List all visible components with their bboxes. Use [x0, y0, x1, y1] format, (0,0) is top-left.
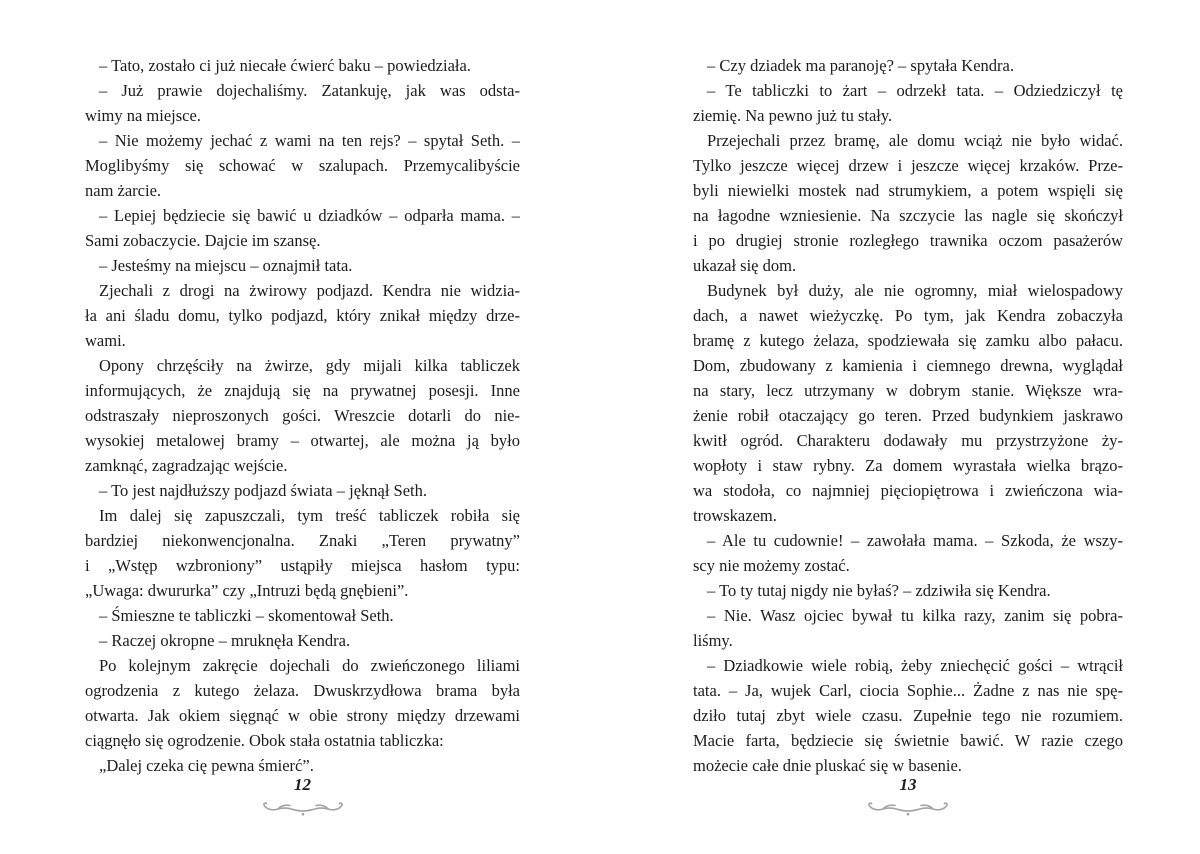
text-line: wopłoty i staw rybny. Za domem wyrastała wielka brązo- [693, 456, 1123, 475]
paragraph [693, 53, 1123, 78]
text-line: ła ani śladu domu, tylko podjazd, który znikał między drze- [85, 306, 520, 325]
text-line: ciągnęło się ogrodzenie. Obok stała ostatnia tabliczka: [85, 731, 444, 750]
text-line: zamknąć, zagradzając wejście. [85, 456, 288, 475]
text-line: żenie robił otaczający go teren. Przed budynkiem jaskrawo [693, 406, 1123, 425]
text-line: – Czy dziadek ma paranoję? – spytała Kendra. [707, 56, 1014, 75]
paragraph [693, 128, 1123, 278]
text-line: Tylko jeszcze więcej drzew i jeszcze więcej krzaków. Prze- [693, 156, 1123, 175]
page-right-text-column [693, 53, 1123, 778]
text-line: bramę z kutego żelaza, spodziewała się zamku albo pałacu. [693, 331, 1123, 350]
text-line: i „Wstęp wzbroniony” ustąpiły miejsca hasłom typu: [85, 556, 520, 575]
paragraph [693, 653, 1123, 778]
paragraph [693, 78, 1123, 128]
paragraph [85, 53, 520, 78]
text-line: „Dalej czeka cię pewna śmierć”. [99, 756, 314, 775]
text-line: Opony chrzęściły na żwirze, gdy mijali kilka tabliczek [99, 356, 520, 375]
text-line: tata. – Ja, wujek Carl, ciocia Sophie... Żadne z nas nie spę- [693, 681, 1123, 700]
text-line: ukazał się dom. [693, 256, 797, 275]
paragraph [85, 128, 520, 203]
text-line: kwitł ogród. Charakteru dodawały mu przystrzyżone ży- [693, 431, 1123, 450]
text-line: Im dalej się zapuszczali, tym treść tabliczek robiła się [99, 506, 520, 525]
text-line: Zjechali z drogi na żwirowy podjazd. Kendra nie widzia- [99, 281, 520, 300]
text-line: wami. [85, 331, 126, 350]
footer-flourish-icon [260, 798, 346, 818]
page-right-footer [693, 775, 1123, 818]
text-line: Przejechali przez bramę, ale domu wciąż nie było widać. [707, 131, 1123, 150]
page-number: 13 [899, 775, 917, 794]
text-line: i po drugiej stronie rozległego trawnika oczom pasażerów [693, 231, 1123, 250]
text-line: wimy na miejsce. [85, 106, 201, 125]
paragraph [85, 353, 520, 478]
text-line: – Śmieszne te tabliczki – skomentował Seth. [99, 606, 394, 625]
page-number: 12 [294, 775, 311, 794]
book-page-right [693, 53, 1123, 843]
text-line: – Raczej okropne – mruknęła Kendra. [99, 631, 351, 650]
text-line: wa stodoła, co najmniej pięciopiętrowa i zwieńczona wia- [693, 481, 1123, 500]
text-line: Po kolejnym zakręcie dojechali do zwieńczonego liliami [99, 656, 520, 675]
text-line: – Ale tu cudownie! – zawołała mama. – Szkoda, że wszy- [707, 531, 1123, 550]
paragraph [85, 478, 520, 503]
text-line: Dom, zbudowany z kamienia i ciemnego drewna, wyglądał [693, 356, 1123, 375]
text-line: – Tato, zostało ci już niecałe ćwierć baku – powiedziała. [99, 56, 471, 75]
footer-flourish-icon [865, 798, 951, 818]
page-left-text-column [85, 53, 520, 778]
text-line: Moglibyśmy się schować w szalupach. Przemycalibyście [85, 156, 520, 175]
text-line: dziło tutaj zbyt wiele czasu. Zupełnie tego nie rozumiem. [693, 706, 1123, 725]
text-line: ogrodzenia z kutego żelaza. Dwuskrzydłowa brama była [85, 681, 520, 700]
text-line: „Uwaga: dwururka” czy „Intruzi będą gnębieni”. [85, 581, 409, 600]
text-line: wysokiej metalowej bramy – otwartej, ale można ją było [85, 431, 520, 450]
paragraph [85, 503, 520, 603]
text-line: – Nie możemy jechać z wami na ten rejs? – spytał Seth. – [99, 131, 520, 150]
text-line: scy nie możemy zostać. [693, 556, 850, 575]
paragraph [693, 528, 1123, 578]
text-line: trowskazem. [693, 506, 777, 525]
text-line: ziemię. Na pewno już tu stały. [693, 106, 893, 125]
paragraph [85, 78, 520, 128]
text-line: liśmy. [693, 631, 733, 650]
text-line: byli niewielki mostek nad strumykiem, a potem wspięli się [693, 181, 1123, 200]
text-line: informujących, że znajdują się na prywatnej posesji. Inne [85, 381, 520, 400]
text-line: Budynek był duży, ale nie ogromny, miał wielospadowy [707, 281, 1123, 300]
text-line: Sami zobaczycie. Dajcie im szansę. [85, 231, 321, 250]
paragraph [85, 628, 520, 653]
paragraph [693, 278, 1123, 528]
paragraph [693, 578, 1123, 603]
page-left-footer [85, 775, 520, 818]
text-line: – Jesteśmy na miejscu – oznajmił tata. [99, 256, 353, 275]
text-line: na stary, lecz utrzymany w dobrym stanie. Większe wra- [693, 381, 1123, 400]
text-line: bardziej niekonwencjonalna. Znaki „Teren prywatny” [85, 531, 520, 550]
text-line: na łagodne wzniesienie. Na szczycie las nagle się skończył [693, 206, 1123, 225]
text-line: Macie farta, będziecie się świetnie bawić. W razie czego [693, 731, 1123, 750]
paragraph [85, 603, 520, 628]
text-line: nam żarcie. [85, 181, 162, 200]
text-line: możecie całe dnie pluskać się w basenie. [693, 756, 962, 775]
text-line: – Lepiej będziecie się bawić u dziadków – odparła mama. – [99, 206, 520, 225]
text-line: – Nie. Wasz ojciec bywał tu kilka razy, zanim się pobra- [707, 606, 1123, 625]
text-line: odstraszały nieproszonych gości. Wreszcie dotarli do nie- [85, 406, 520, 425]
paragraph [85, 653, 520, 753]
text-line: – Już prawie dojechaliśmy. Zatankuję, jak was odsta- [99, 81, 520, 100]
paragraph [85, 203, 520, 253]
text-line: – To jest najdłuższy podjazd świata – jęknął Seth. [99, 481, 428, 500]
text-line: – Te tabliczki to żart – odrzekł tata. – Odziedziczył tę [707, 81, 1123, 100]
text-line: – Dziadkowie wiele robią, żeby zniechęcić gości – wtrącił [707, 656, 1123, 675]
paragraph [85, 253, 520, 278]
book-page-left [85, 53, 520, 843]
text-line: – To ty tutaj nigdy nie byłaś? – zdziwiła się Kendra. [707, 581, 1051, 600]
paragraph [693, 603, 1123, 653]
text-line: dach, a nawet wieżyczkę. Po tym, jak Kendra zobaczyła [693, 306, 1123, 325]
text-line: otwarta. Jak okiem sięgnąć w obie strony między drzewami [85, 706, 520, 725]
paragraph [85, 278, 520, 353]
